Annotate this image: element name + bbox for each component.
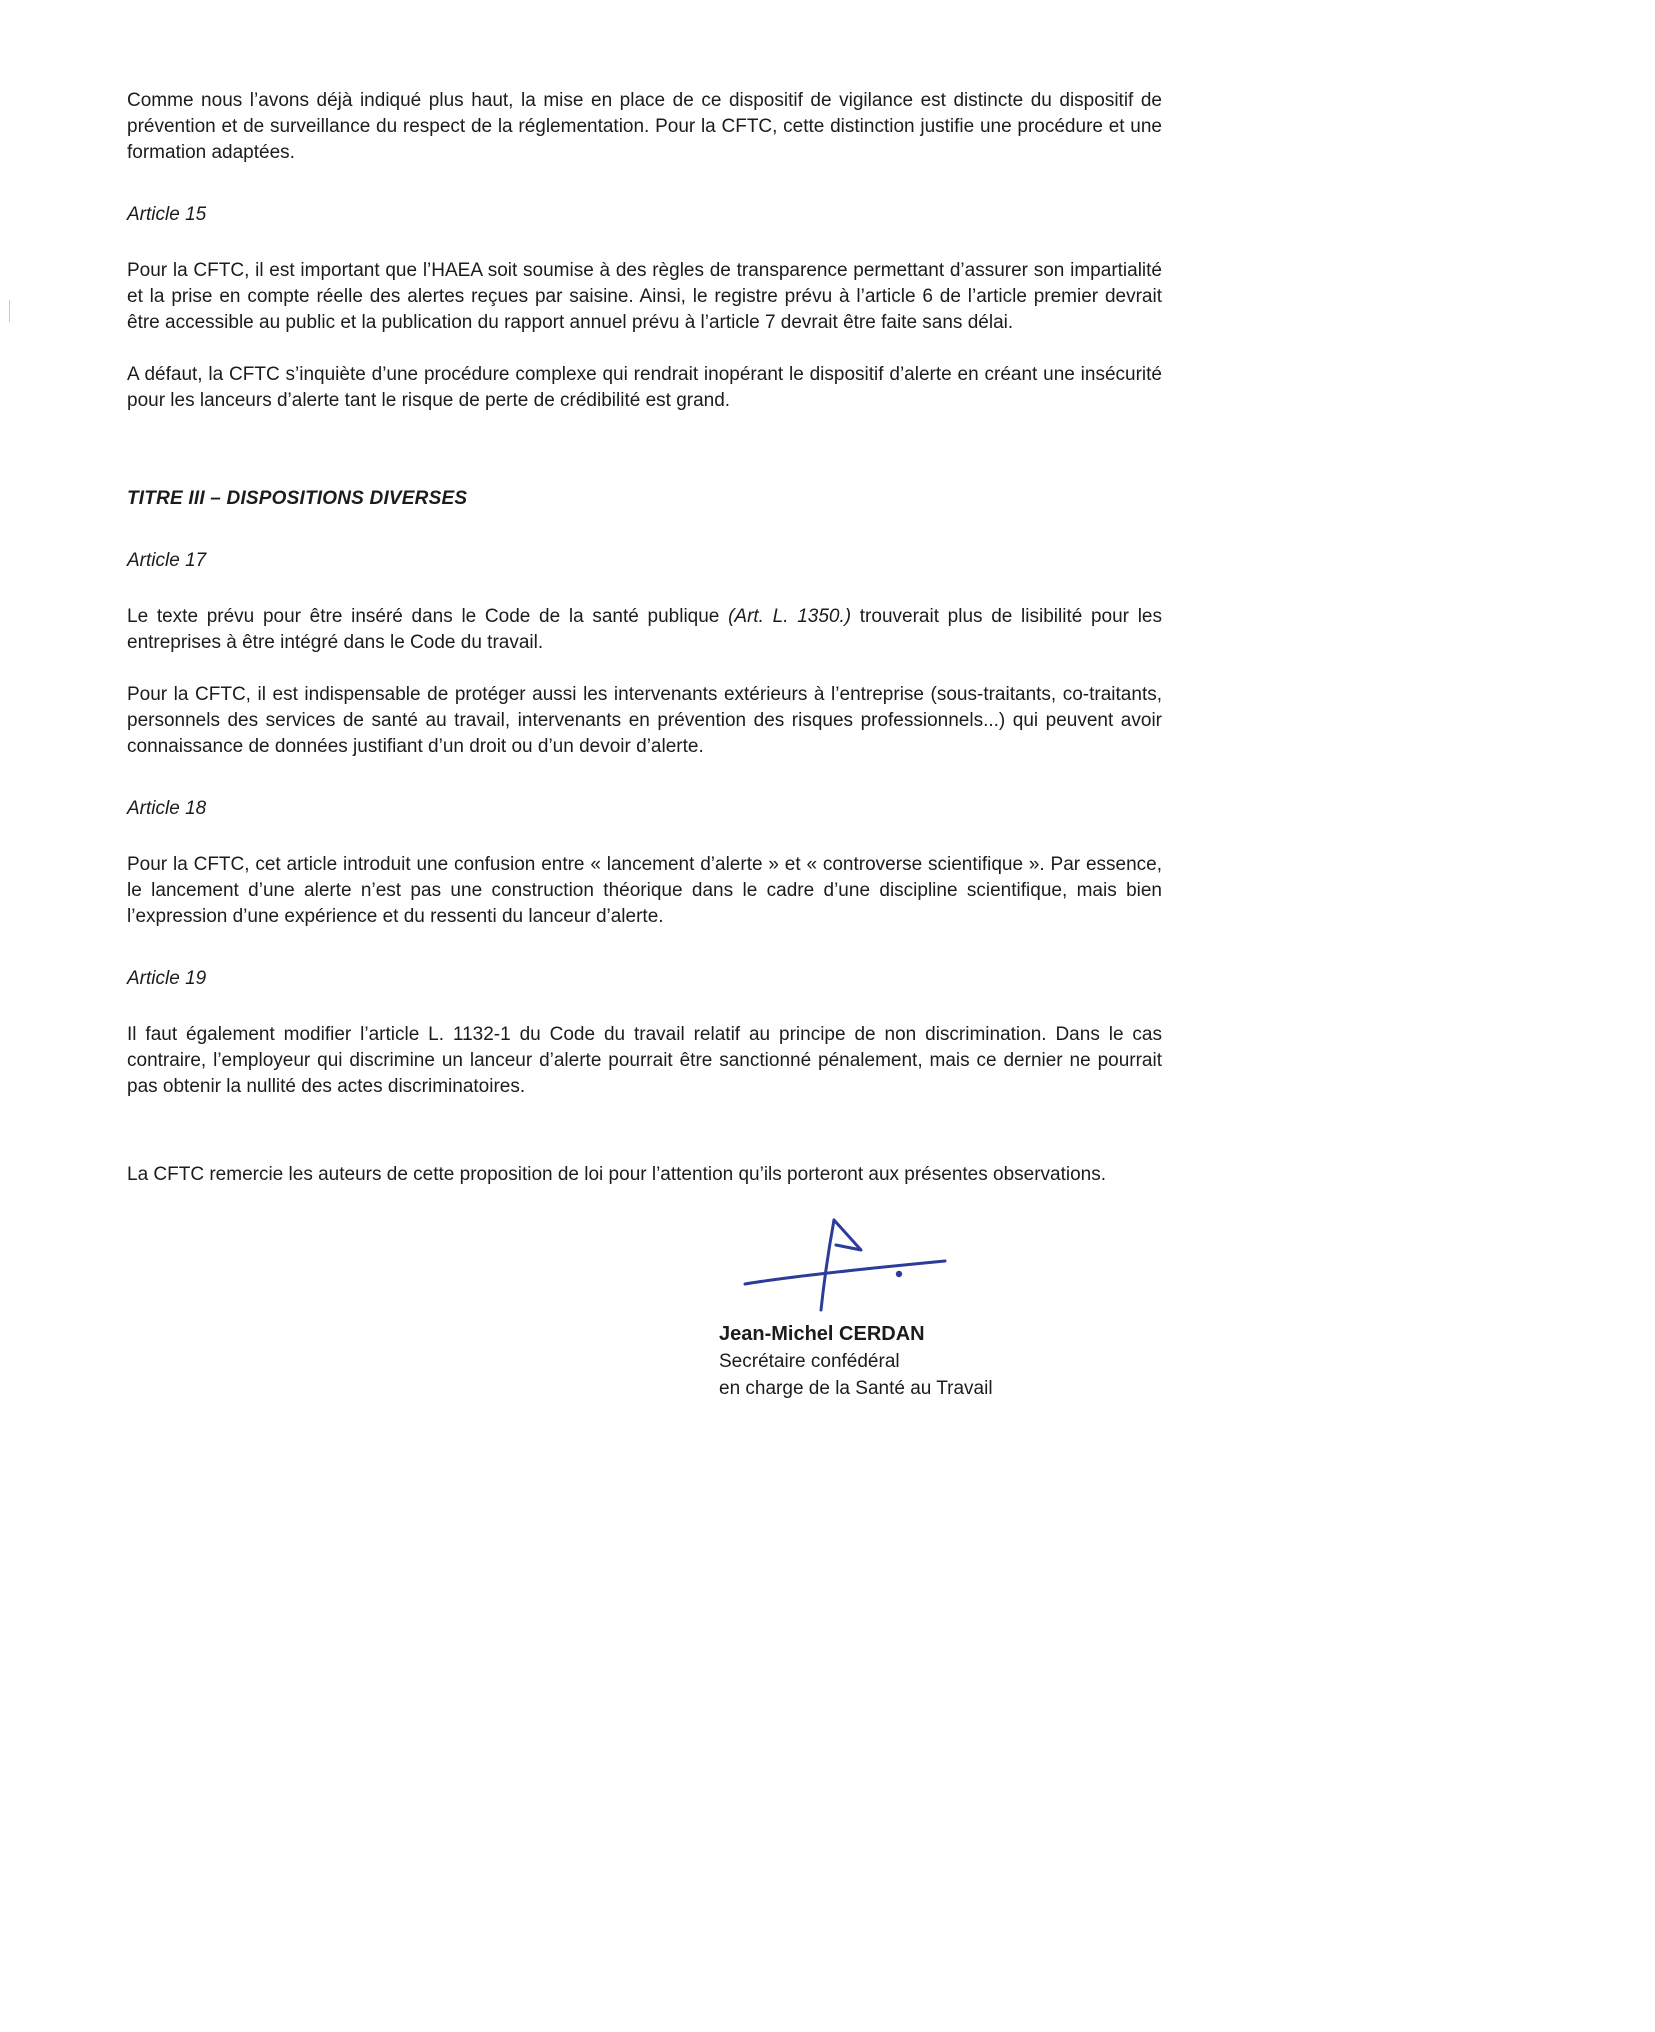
signatory-name: Jean-Michel CERDAN xyxy=(719,1323,925,1345)
article-heading: Article 15 xyxy=(127,204,207,225)
document-body xyxy=(127,88,1162,1188)
paragraph: Comme nous l’avons déjà indiqué plus haut, la mise en place de ce dispositif de vigilance est distincte du dispositif de prévention et de surveillance du respect de la réglementation. Pour la CFTC, cette distinction justifie une procédure et une formation adaptées. xyxy=(127,90,1162,163)
signatory-role-2: en charge de la Santé au Travail xyxy=(719,1378,993,1399)
paragraph: Pour la CFTC, il est indispensable de protéger aussi les intervenants extérieurs à l’entreprise (sous-traitants, co-traitants, personnels des services de santé au travail, intervenants en prévention des risques professionnels...) qui peuvent avoir connaissance de données justifiant d’un droit ou d’un devoir d’alerte. xyxy=(127,684,1162,757)
signature-ink-dot xyxy=(896,1271,902,1277)
paragraph: Il faut également modifier l’article L. 1132-1 du Code du travail relatif au principe de non discrimination. Dans le cas contraire, l’employeur qui discrimine un lanceur d’alerte pourrait être sanctionné pénalement, mais ce dernier ne pourrait pas obtenir la nullité des actes discriminatoires. xyxy=(127,1024,1162,1097)
paragraph-spaced: La CFTC remercie les auteurs de cette proposition de loi pour l’attention qu’ils porteront aux présentes observations. xyxy=(127,1164,1107,1185)
paragraph: Pour la CFTC, il est important que l’HAEA soit soumise à des règles de transparence permettant d’assurer son impartialité et la prise en compte réelle des alertes reçues par saisine. Ainsi, le registre prévu à l’article 6 de l’article premier devrait être accessible au public et la publication du rapport annuel prévu à l’article 7 devrait être faite sans délai. xyxy=(127,260,1162,333)
signature-block xyxy=(719,1214,1149,1402)
article-heading: Article 17 xyxy=(127,550,207,571)
paragraph: Pour la CFTC, cet article introduit une confusion entre « lancement d’alerte » et « controverse scientifique ». Par essence, le lancement d’une alerte n’est pas une construction théorique dans le cadre d’une discipline scientifique, mais bien l’expression d’une expérience et du ressenti du lanceur d’alerte. xyxy=(127,854,1162,927)
scan-artifact xyxy=(9,300,10,322)
article-heading: Article 18 xyxy=(127,798,207,819)
signatory-role-1: Secrétaire confédéral xyxy=(719,1351,900,1372)
article-heading: Article 19 xyxy=(127,968,207,989)
title-heading: TITRE III – DISPOSITIONS DIVERSES xyxy=(127,488,468,509)
paragraph: A défaut, la CFTC s’inquiète d’une procédure complexe qui rendrait inopérant le dispositif d’alerte en créant une insécurité pour les lanceurs d’alerte tant le risque de perte de crédibilité est grand. xyxy=(127,364,1162,411)
paragraph: Le texte prévu pour être inséré dans le Code de la santé publique (Art. L. 1350.) trouverait plus de lisibilité pour les entreprises à être intégré dans le Code du travail. xyxy=(127,606,1162,653)
signature-ink xyxy=(737,1214,967,1314)
